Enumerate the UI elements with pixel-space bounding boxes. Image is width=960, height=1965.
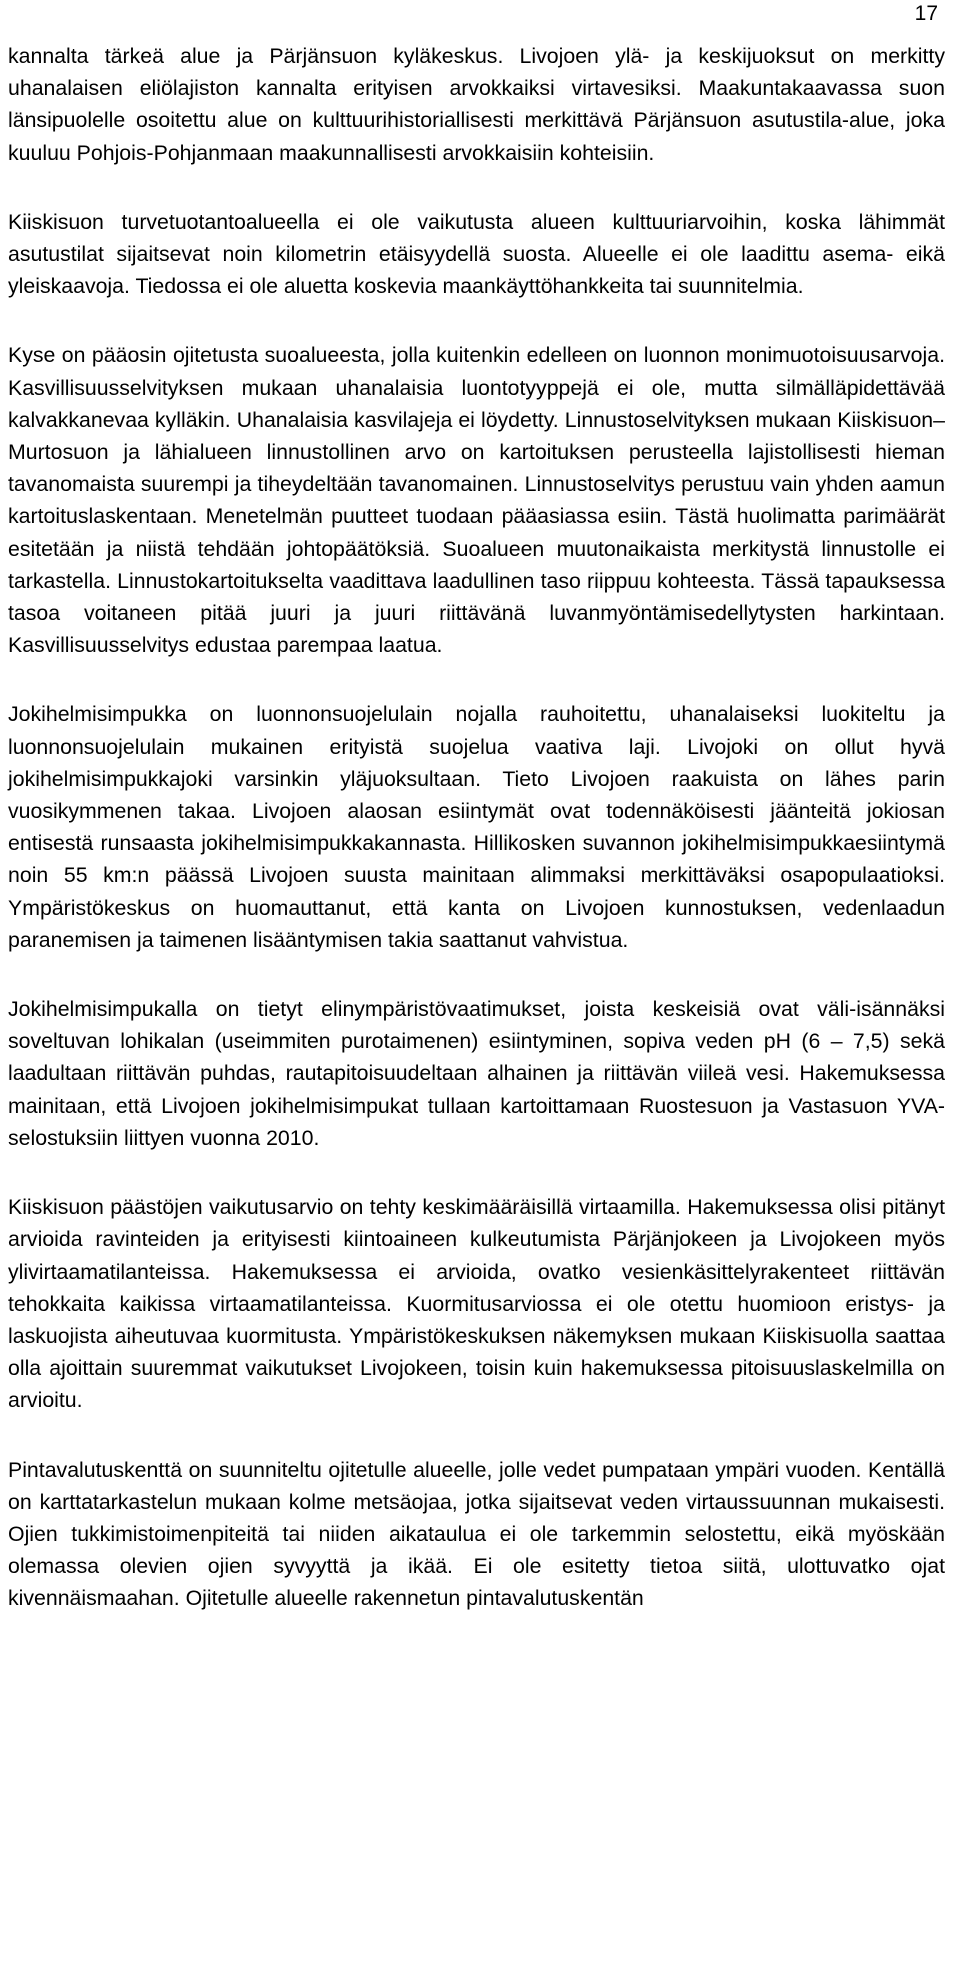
paragraph: Kiiskisuon turvetuotantoalueella ei ole vaikutusta alueen kulttuuriarvoihin, koska lähimmät asutustilat sijaitsevat noin kilometrin etäisyydellä suosta. Alueelle ei ole laadittu asema- eikä yleiskaavoja. Tiedossa ei ole aluetta koskevia maankäyttöhankkeita tai suunnitelmia. [8,209,945,299]
page-number: 17 [914,2,938,25]
paragraph: Kyse on pääosin ojitetusta suoalueesta, jolla kuitenkin edelleen on luonnon monimuotoisuusarvoja. Kasvillisuusselvityksen mukaan uhanalaisia luontotyyppejä ei ole, mutta silmälläpidettävää kalvakkanevaa kylläkin. Uhanalaisia kasvilajeja ei löydetty. Linnustoselvityksen mukaan Kiiskisuon–Murtosuon ja lähialueen linnustollinen arvo on kartoituksen perusteella lajistollisesti hieman tavanomaista suurempi ja tiheydeltään tavanomainen. Linnustoselvitys perustuu vain yhden aamun kartoituslaskentaan. Menetelmän puutteet tuodaan pääasiassa esiin. Tästä huolimatta parimäärät esitetään ja niistä tehdään johtopäätöksiä. Suoalueen muutonaikaista merkitystä linnustolle ei tarkastella. Linnustokartoitukselta vaadittava laadullinen taso riippuu kohteesta. Tässä tapauksessa tasoa voitaneen pitää juuri ja juuri riittävänä luvanmyöntämisedellytysten harkintaan. Kasvillisuusselvitys edustaa parempaa laatua. [8,343,945,658]
paragraph: Jokihelmisimpukka on luonnonsuojelulain nojalla rauhoitettu, uhanalaiseksi luokiteltu ja luonnonsuojelulain mukainen erityistä suojelua vaativa laji. Livojoki on ollut hyvä jokihelmisimpukkajoki varsinkin yläjuoksultaan. Tieto Livojoen raakuista on lähes parin vuosikymmenen takaa. Livojoen alaosan esiintymät ovat todennäköisesti jäänteitä jokiosan entisestä runsaasta jokihelmisimpukkakannasta. Hillikosken suvannon jokihelmisimpukkaesiintymä noin 55 km:n päässä Livojoen suusta mainitaan alimmaksi merkittäväksi osapopulaatioksi. Ympäristökeskus on huomauttanut, että kanta on Livojoen kunnostuksen, vedenlaadun paranemisen ja taimenen lisääntymisen takia saattanut vahvistua. [8,702,945,952]
document-body [8,40,945,1652]
paragraph: Jokihelmisimpukalla on tietyt elinympäristövaatimukset, joista keskeisiä ovat väli-isännäksi soveltuvan lohikalan (useimmiten purotaimenen) esiintyminen, sopiva veden pH (6 – 7,5) sekä laadultaan riittävän puhdas, rautapitoisuudeltaan alhainen ja riittävän viileä vesi. Hakemuksessa mainitaan, että Livojoen jokihelmisimpukat tullaan kartoittamaan Ruostesuon ja Vastasuon YVA-selostuksiin liittyen vuonna 2010. [8,997,945,1150]
paragraph: Pintavalutuskenttä on suunniteltu ojitetulle alueelle, jolle vedet pumpataan ympäri vuoden. Kentällä on karttatarkastelun mukaan kolme metsäojaa, jotka sijaitsevat veden virtaussuunnan mukaisesti. Ojien tukkimistoimenpiteitä tai niiden aikataulua ei ole tarkemmin selostettu, eikä myöskään olemassa olevien ojien syvyyttä ja ikää. Ei ole esitetty tietoa siitä, ulottuvatko ojat kivennäismaahan. Ojitetulle alueelle rakennetun pintavalutuskentän [8,1457,945,1611]
paragraph: kannalta tärkeä alue ja Pärjänsuon kyläkeskus. Livojoen ylä- ja keskijuoksut on merkitty uhanalaisen eliölajiston kannalta erityisen arvokkaiksi virtavesiksi. Maakuntakaavassa suon länsipuolelle osoitettu alue on kulttuurihistoriallisesti merkittävä Pärjänsuon asutustila-alue, joka kuuluu Pohjois-Pohjanmaan maakunnallisesti arvokkaisiin kohteisiin. [8,44,945,165]
paragraph: Kiiskisuon päästöjen vaikutusarvio on tehty keskimääräisillä virtaamilla. Hakemuksessa olisi pitänyt arvioida ravinteiden ja erityisesti kiintoaineen kulkeutumista Pärjänjokeen ja Livojokeen myös ylivirtaamatilanteissa. Hakemuksessa ei arvioida, ovatko vesienkäsittelyrakenteet riittävän tehokkaita kaikissa virtaamatilanteissa. Kuormitusarviossa ei ole otettu huomioon eristys- ja laskuojista aiheutuvaa kuormitusta. Ympäristökeskuksen näkemyksen mukaan Kiiskisuolla saattaa olla ajoittain suuremmat vaikutukset Livojokeen, toisin kuin hakemuksessa pitoisuuslaskelmilla on arvioitu. [8,1195,945,1413]
